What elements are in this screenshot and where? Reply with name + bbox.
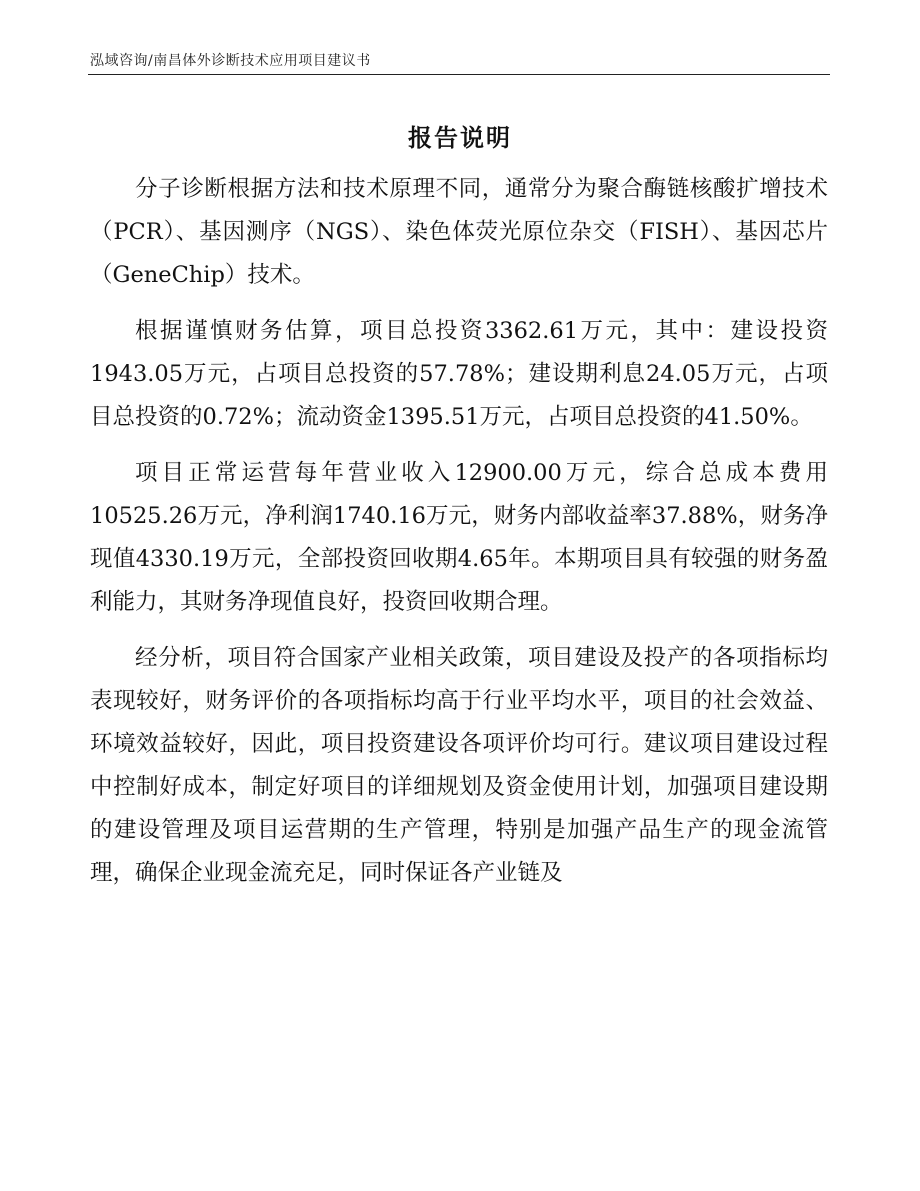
- paragraph-analysis: 经分析，项目符合国家产业相关政策，项目建设及投产的各项指标均表现较好，财务评价的各项指标均高于行业平均水平，项目的社会效益、环境效益较好，因此，项目投资建设各项评价均可行。建议项目建设过程中控制好成本，制定好项目的详细规划及资金使用计划，加强项目建设期的建设管理及项目运营期的生产管理，特别是加强产品生产的现金流管理，确保企业现金流充足，同时保证各产业链及: [90, 645, 828, 886]
- section-title: 报告说明: [408, 123, 512, 152]
- paragraph-investment: 根据谨慎财务估算，项目总投资3362.61万元，其中：建设投资1943.05万元，占项目总投资的57.78%；建设期利息24.05万元，占项目总投资的0.72%；流动资金1395.51万元，占项目总投资的41.50%。: [90, 318, 828, 430]
- header-divider: [88, 74, 830, 75]
- paragraph-molecular-diagnosis: 分子诊断根据方法和技术原理不同，通常分为聚合酶链核酸扩增技术（PCR）、基因测序（NGS）、染色体荧光原位杂交（FISH）、基因芯片（GeneChip）技术。: [90, 176, 828, 288]
- running-header: 泓域咨询/南昌体外诊断技术应用项目建议书: [90, 53, 371, 69]
- body-text: [90, 168, 828, 908]
- paragraph-financials: 项目正常运营每年营业收入12900.00万元，综合总成本费用10525.26万元，净利润1740.16万元，财务内部收益率37.88%，财务净现值4330.19万元，全部投资回收期4.65年。本期项目具有较强的财务盈利能力，其财务净现值良好，投资回收期合理。: [90, 460, 828, 615]
